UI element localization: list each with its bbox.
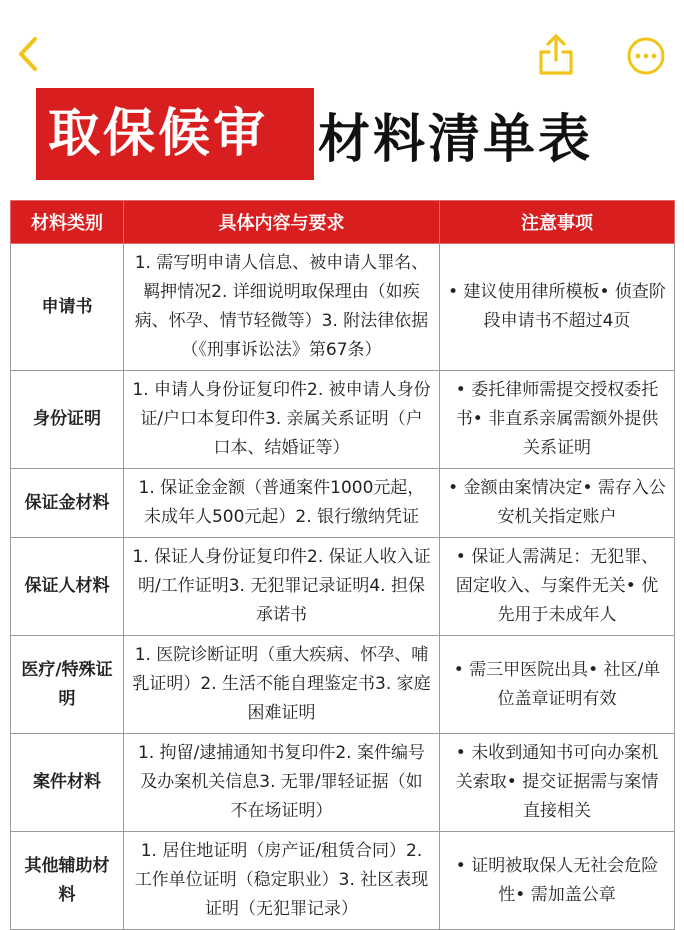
table-row <box>11 371 675 469</box>
materials-table <box>10 200 675 930</box>
row-note: • 未收到通知书可向办案机关索取• 提交证据需与案情直接相关 <box>440 734 675 832</box>
row-category: 保证人材料 <box>11 538 124 636</box>
row-note: • 保证人需满足：无犯罪、固定收入、与案件无关• 优先用于未成年人 <box>440 538 675 636</box>
table-row <box>11 636 675 734</box>
back-button[interactable] <box>10 34 46 74</box>
table-row <box>11 244 675 371</box>
row-content: 1. 居住地证明（房产证/租赁合同）2. 工作单位证明（稳定职业）3. 社区表现证明（无犯罪记录） <box>124 832 440 930</box>
row-note: • 建议使用律所模板• 侦查阶段申请书不超过4页 <box>440 244 675 371</box>
row-content: 1. 拘留/逮捕通知书复印件2. 案件编号及办案机关信息3. 无罪/罪轻证据（如不在场证明） <box>124 734 440 832</box>
row-category: 保证金材料 <box>11 469 124 538</box>
table-row <box>11 734 675 832</box>
more-icon <box>626 36 666 76</box>
table-header-row <box>11 201 675 244</box>
row-category: 其他辅助材料 <box>11 832 124 930</box>
row-note: • 委托律师需提交授权委托书• 非直系亲属需额外提供关系证明 <box>440 371 675 469</box>
header-category: 材料类别 <box>11 201 124 244</box>
row-category: 申请书 <box>11 244 124 371</box>
row-category: 医疗/特殊证明 <box>11 636 124 734</box>
chevron-left-icon <box>16 36 40 72</box>
row-content: 1. 需写明申请人信息、被申请人罪名、羁押情况2. 详细说明取保理由（如疾病、怀孕、情节轻微等）3. 附法律依据（《刑事诉讼法》第67条） <box>124 244 440 371</box>
row-note: • 金额由案情决定• 需存入公安机关指定账户 <box>440 469 675 538</box>
row-content: 1. 申请人身份证复印件2. 被申请人身份证/户口本复印件3. 亲属关系证明（户口本、结婚证等） <box>124 371 440 469</box>
row-note: • 需三甲医院出具• 社区/单位盖章证明有效 <box>440 636 675 734</box>
row-content: 1. 保证人身份证复印件2. 保证人收入证明/工作证明3. 无犯罪记录证明4. 担保承诺书 <box>124 538 440 636</box>
header-content: 具体内容与要求 <box>124 201 440 244</box>
table-row <box>11 832 675 930</box>
title-rest: 材料清单表 <box>318 109 594 170</box>
row-category: 案件材料 <box>11 734 124 832</box>
table-row <box>11 469 675 538</box>
share-button[interactable] <box>534 30 578 78</box>
row-note: • 证明被取保人无社会危险性• 需加盖公章 <box>440 832 675 930</box>
row-category: 身份证明 <box>11 371 124 469</box>
row-content: 1. 保证金金额（普通案件1000元起，未成年人500元起）2. 银行缴纳凭证 <box>124 469 440 538</box>
table-row <box>11 538 675 636</box>
header-notes: 注意事项 <box>440 201 675 244</box>
more-button[interactable] <box>624 34 668 78</box>
row-content: 1. 医院诊断证明（重大疾病、怀孕、哺乳证明）2. 生活不能自理鉴定书3. 家庭困难证明 <box>124 636 440 734</box>
title-highlight: 取保候审 <box>36 88 314 180</box>
share-icon <box>537 32 575 76</box>
page-title <box>36 88 593 180</box>
